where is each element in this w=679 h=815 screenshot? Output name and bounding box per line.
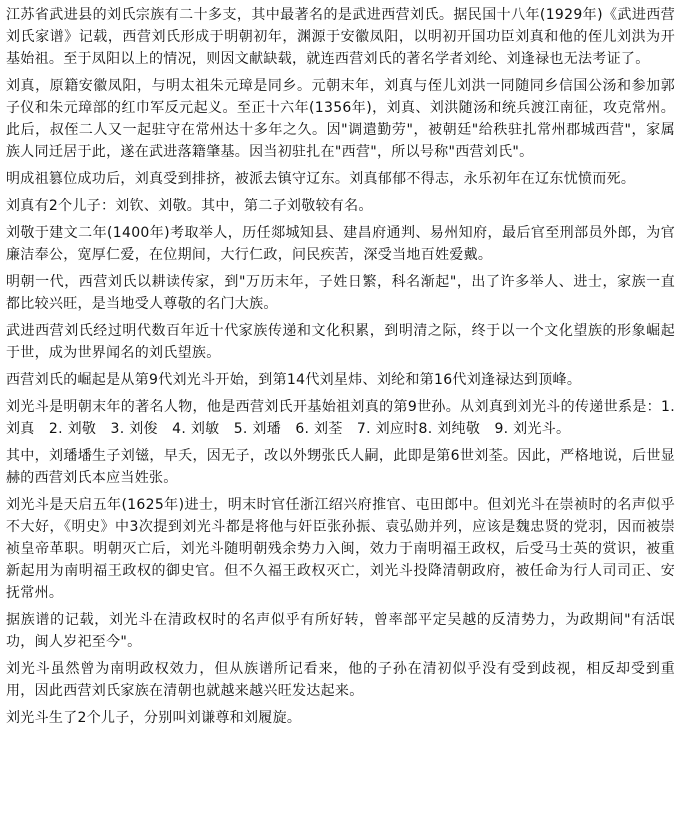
paragraph-genealogy-record: 据族谱的记载，刘光斗在清政权时的名声似乎有所好转，曾率部平定吴越的反清势力，为政期间"有活氓功，闽人岁祀至今"。	[6, 612, 675, 650]
paragraph-sons: 刘真有2个儿子：刘钦、刘敬。其中，第二子刘敬较有名。	[6, 198, 373, 214]
paragraph-liu-guangdou: 刘光斗是天启五年(1625年)进士，明末时官任浙江绍兴府推官、屯田郎中。但刘光斗在崇祯时的名声似乎不大好，《明史》中3次提到刘光斗都是将他与奸臣张孙振、袁弘勋并列，应该是魏忠贤的党羽，因而被崇祯皇帝革职。明朝灭亡后，刘光斗随明朝残余势力入闽，效力于南明福王政权，后受马士英的赏识，被重新起用为南明福王政权的御史官。但不久福王政权灭亡，刘光斗投降清朝政府，被任命为行人司司正、安抚常州。	[6, 497, 675, 601]
paragraph-ming-chengzu: 明成祖篡位成功后，刘真受到排挤，被派去镇守辽东。刘真郁郁不得志，永乐初年在辽东忧愤而死。	[6, 171, 636, 187]
paragraph-cultural-clan: 武进西营刘氏经过明代数百年近十代家族传递和文化积累，到明清之际，终于以一个文化望族的形象崛起于世，成为世界闻名的刘氏望族。	[6, 323, 675, 361]
paragraph-two-sons: 刘光斗生了2个儿子，分别叫刘谦尊和刘履旋。	[6, 710, 302, 726]
paragraph-rise: 西营刘氏的崛起是从第9代刘光斗开始，到第14代刘星炜、刘纶和第16代刘逢禄达到顶峰。	[6, 372, 582, 388]
paragraph-ming-dynasty: 明朝一代，西营刘氏以耕读传家，到"万历末年，子姓日繁，科名渐起"，出了许多举人、进士，家族一直都比较兴旺，是当地受人尊敬的名门大族。	[6, 274, 675, 312]
paragraph-adoption: 其中，刘璠墦生子刘镃，早夭，因无子，改以外甥张氏人嗣，此即是第6世刘荃。因此，严格地说，后世显赫的西营刘氏本应当姓张。	[6, 448, 675, 486]
paragraph-liu-jing: 刘敬于建文二年(1400年)考取举人，历任郯城知县、建昌府通判、易州知府，最后官至刑部员外郎，为官廉洁奉公，宽厚仁爱，在位期间，大行仁政，问民疾苦，深受当地百姓爱戴。	[6, 225, 675, 263]
paragraph-origin: 江苏省武进县的刘氏宗族有二十多支，其中最著名的是武进西营刘氏。据民国十八年(1929年)《武进西营刘氏家谱》记载，西营刘氏形成于明朝初年，渊源于安徽凤阳，以明初开国功臣刘真和他的侄儿刘洪为开基始祖。至于凤阳以上的情况，则因文献缺载，就连西营刘氏的著名学者刘纶、刘逢禄也无法考证了。	[6, 7, 675, 67]
paragraph-lineage: 刘光斗是明朝末年的著名人物，他是西营刘氏开基始祖刘真的第9世孙。从刘真到刘光斗的传递世系是：1. 刘真 2. 刘敬 3. 刘俊 4. 刘敏 5. 刘璠 6. 刘荃 7. 刘应时8. 刘纯敬 9. 刘光斗。	[6, 399, 675, 437]
paragraph-qing-prosperity: 刘光斗虽然曾为南明政权效力，但从族谱所记看来，他的子孙在清初似乎没有受到歧视，相反却受到重用，因此西营刘氏家族在清朝也就越来越兴旺发达起来。	[6, 661, 675, 699]
paragraph-liu-zhen: 刘真，原籍安徽凤阳，与明太祖朱元璋是同乡。元朝末年，刘真与侄儿刘洪一同随同乡信国公汤和参加郭子仪和朱元璋部的红巾军反元起义。至正十六年(1356年)，刘真、刘洪随汤和统兵渡江南征，攻克常州。此后，叔侄二人又一起驻守在常州达十多年之久。因"调遣勤劳"，被朝廷"给秩驻扎常州郡城西营"，家属族人同迁居于此，遂在武进落籍肇基。因当初驻扎在"西营"，所以号称"西营刘氏"。	[6, 78, 675, 160]
